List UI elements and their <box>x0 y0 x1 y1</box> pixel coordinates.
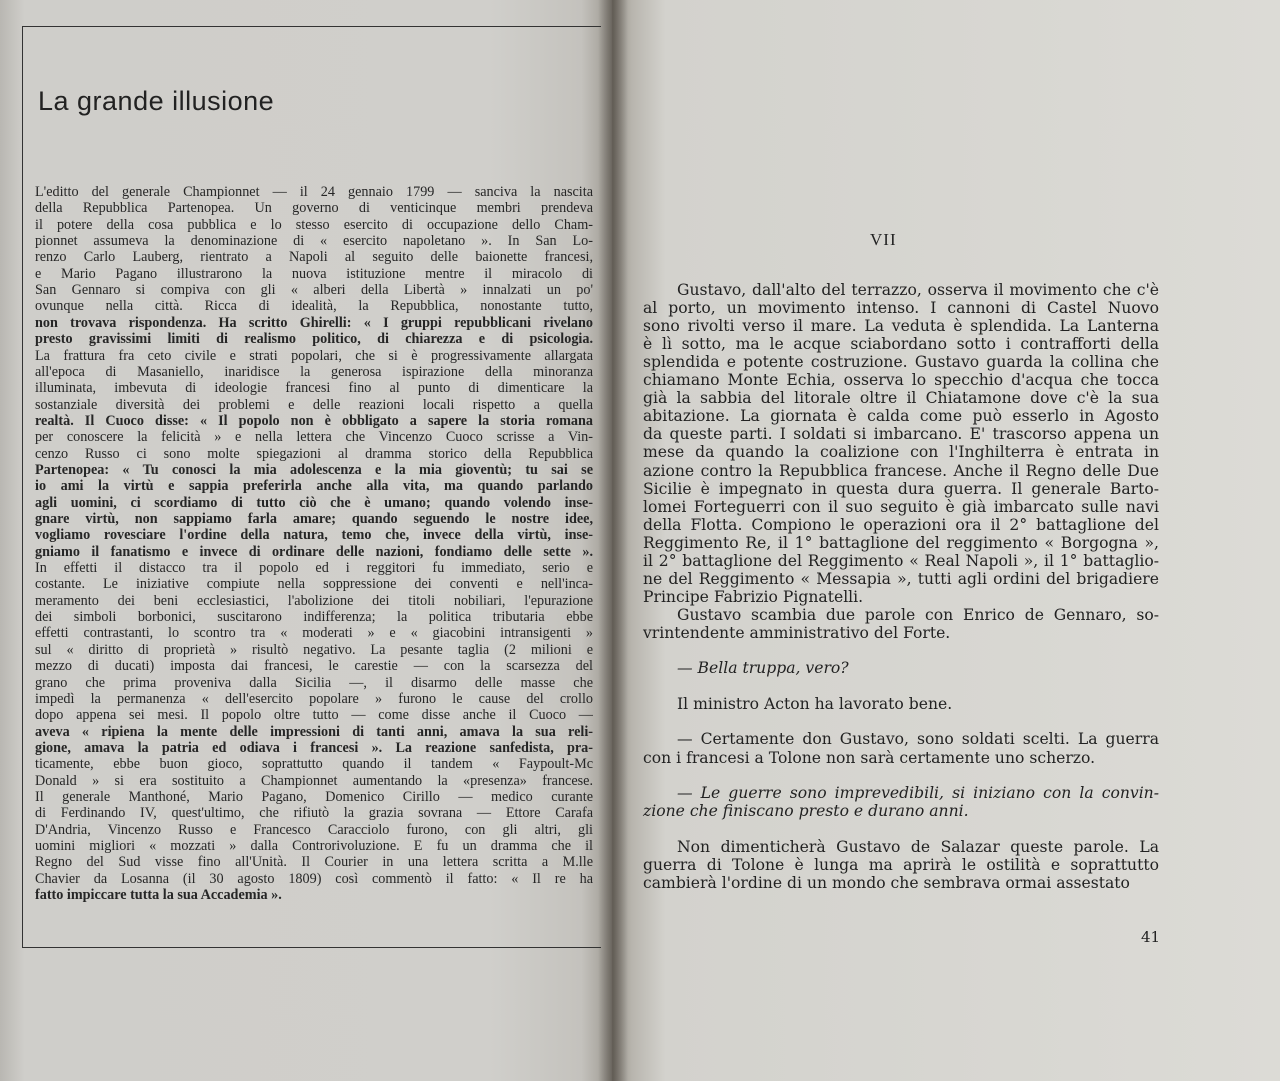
text-line: dopo appena sei mesi. Il popolo oltre tutto — come disse anche il Cuoco — <box>35 707 593 724</box>
text-line: realtà. Il Cuoco disse: « Il popolo non è obbligato a sapere la storia romana <box>35 412 593 429</box>
text-line: Il ministro Acton ha lavorato bene. <box>677 694 953 713</box>
text-line: Sicilie è impegnato in questa dura guerra. Il generale Barto- <box>643 479 1159 498</box>
book-spine-shadow <box>598 0 628 1081</box>
text-line: Donald » si era sostituito a Championnet aumentando la «presenza» francese. <box>35 772 593 789</box>
text-line: Gustavo, dall'alto del terrazzo, osserva il movimento che c'è <box>677 281 1159 299</box>
text-line: il potere della cosa pubblica e lo stesso esercito di occupazione dello Cham- <box>35 216 593 233</box>
text-line: vrintendente amministrativo del Forte. <box>643 623 951 642</box>
text-line: mezzo di ducati) imposta dai francesi, le carestie — con la scarsezza del <box>35 658 593 675</box>
text-line: ticamente, ebbe buon gioco, soprattutto quando il tandem « Faypoult-Mc <box>35 756 593 773</box>
text-line: — Certamente don Gustavo, sono soldati scelti. La guerra <box>677 730 1159 749</box>
text-line: aveva « ripiena la mente delle impressioni di tanti anni, amava la sua reli- <box>35 723 593 740</box>
text-line: di Ferdinando IV, quest'ultimo, che rifiutò la grazia sovrana — Ettore Carafa <box>35 805 593 822</box>
text-line: cambierà l'ordine di un mondo che sembrava ormai assestato <box>643 873 1130 892</box>
text-line: azione contro la Repubblica francese. Anche il Regno delle Due <box>643 461 1159 480</box>
text-line: io ami la virtù e sappia preferirla anche alla vita, ma quando parlando <box>35 478 593 495</box>
text-line: Non dimenticherà Gustavo de Salazar queste parole. La <box>677 837 1159 856</box>
text-line: Partenopea: « Tu conosci la mia adolescenza e la mia gioventù; tu sai se <box>35 461 593 478</box>
text-line: Gustavo scambia due parole con Enrico de Gennaro, so- <box>677 605 1159 624</box>
page-number: 41 <box>1141 928 1161 946</box>
text-line: è lì sotto, ma le acque sciabordano sotto i contrafforti della <box>643 335 1159 354</box>
text-line: sostanziale diversità dei problemi e delle reazioni locali rispetto a quella <box>35 396 593 413</box>
text-line: — Le guerre sono imprevedibili, si iniziano con la convin- <box>677 784 1159 802</box>
text-line: della Repubblica Partenopea. Un governo di venticinque membri prendeva <box>35 200 593 217</box>
text-line: per conoscere la felicità » e nella lettera che Vincenzo Cuoco scrisse a Vin- <box>35 429 593 446</box>
text-line: costante. Le iniziative compiute nella soppressione dei conventi e nell'inca- <box>35 576 593 593</box>
text-line: Il generale Manthoné, Mario Pagano, Domenico Cirillo — medico curante <box>35 788 593 805</box>
text-line: presto gravissimi limiti di realismo politico, di chiarezza e di psicologia. <box>35 331 593 348</box>
text-line: vogliamo rovesciare l'ordine della natura, temo che, invece della virtù, inse- <box>35 527 593 544</box>
text-line: e Mario Pagano illustrarono la nuova istituzione mentre il miracolo di <box>35 265 593 282</box>
text-line: Reggimento Re, il 1° battaglione del reggimento « Borgogna », <box>643 533 1159 552</box>
text-line: abitazione. La giornata è calda come può esserlo in Agosto <box>643 407 1159 426</box>
text-line: illuminata, imbevuta di ideologie francesi fino al punto di dimenticare la <box>35 380 593 397</box>
text-line: pionnet assumeva la denominazione di « esercito napoletano ». In San Lo- <box>35 233 593 250</box>
text-line: grano che prima proveniva dalla Sicilia —, il disarmo delle masse che <box>35 674 593 691</box>
text-line: dei simboli borbonici, suscitarono indifferenza; la politica tributaria ebbe <box>35 609 593 626</box>
text-line: Regno del Sud visse fino all'Unità. Il Courier in una lettera scritta a M.lle <box>35 854 593 871</box>
text-line: con i francesi a Tolone non sarà certamente uno scherzo. <box>643 748 1096 767</box>
text-line: effetti contrastanti, lo scontro tra « moderati » e « giacobini intransigenti » <box>35 625 593 642</box>
text-line: San Gennaro si compiva con gli « alberi della Libertà » innalzati un po' <box>35 282 593 299</box>
text-line: chiamano Monte Echia, osserva lo specchio d'acqua che tocca <box>643 371 1159 390</box>
text-line: Principe Fabrizio Pignatelli. <box>643 587 864 606</box>
text-line: il 2° battaglione del Reggimento « Real Napoli », il 1° battaglio- <box>643 551 1159 570</box>
text-line: ovunque nella città. Ricca di idealità, la Repubblica, nonostante tutto, <box>35 298 593 315</box>
text-line: già la sabbia del litorale oltre il Chiatamone dove c'è la sua <box>643 389 1159 408</box>
text-line: meramento dei beni ecclesiastici, l'abolizione dei titoli nobiliari, l'epurazione <box>35 592 593 609</box>
text-line: lomei Forteguerri con il suo seguito è già imbarcato sulle navi <box>643 497 1159 516</box>
text-line: mese da quando la coalizione con l'Inghilterra è entrata in <box>643 443 1159 462</box>
chapter-number: VII <box>870 230 897 249</box>
text-line: sul « diritto di proprietà » risultò negativo. La pesante taglia (2 milioni e <box>35 641 593 658</box>
text-line: al porto, un movimento intenso. I cannoni di Castel Nuovo <box>643 299 1159 318</box>
text-line: uomini migliori « mozzati » dalla Controrivoluzione. E fu un dramma che il <box>35 838 593 854</box>
text-line: cenzo Russo ci sono molte spiegazioni al dramma storico della Repubblica <box>35 445 593 462</box>
text-line: agli uomini, ci scordiamo di tutto ciò che è umano; quando volendo inse- <box>35 494 593 511</box>
text-line: impedì la permanenza « dell'esercito popolare » furono le cause del crollo <box>35 690 593 707</box>
text-line: guerra di Tolone è lunga ma aprirà le ostilità e soprattutto <box>643 855 1159 874</box>
text-line: fatto impiccare tutta la sua Accademia ». <box>35 887 282 904</box>
text-line: da queste parti. I soldati si imbarcano. E' trascorso appena un <box>643 425 1159 444</box>
text-line: ne del Reggimento « Messapia », tutti agli ordini del brigadiere <box>643 569 1159 588</box>
text-line: Chavier da Losanna (il 30 agosto 1809) così commentò il fatto: « Il re ha <box>35 870 593 887</box>
text-line: non trovava rispondenza. Ha scritto Ghirelli: « I gruppi repubblicani rivelano <box>35 314 593 331</box>
text-line: L'editto del generale Championnet — il 24 gennaio 1799 — sanciva la nascita <box>35 184 593 200</box>
text-line: D'Andria, Vincenzo Russo e Francesco Caracciolo furono, con gli altri, gli <box>35 821 593 838</box>
text-line: In effetti il distacco tra il popolo ed i reggitori fu immediato, serio e <box>35 560 593 577</box>
text-line: zione che finiscano presto e durano anni. <box>643 802 969 821</box>
text-line: gione, amava la patria ed odiava i francesi ». La reazione sanfedista, pra- <box>35 739 593 756</box>
text-line: della Flotta. Compiono le operazioni ora il 2° battaglione del <box>643 515 1159 534</box>
text-line: splendida e potente costruzione. Gustavo guarda la collina che <box>643 353 1159 372</box>
text-line: gniamo il fanatismo e invece di ordinare delle nazioni, fondiamo delle sette ». <box>35 543 593 560</box>
text-line: renzo Carlo Lauberg, rientrato a Napoli al seguito delle baionette francesi, <box>35 249 593 266</box>
text-line: gnare virtù, non sappiamo farla amare; quando seguendo le nostre idee, <box>35 511 593 527</box>
text-line: La frattura fra ceto civile e strati popolari, che si è progressivamente allargata <box>35 347 593 364</box>
text-line: sono rivolti verso il mare. La veduta è splendida. La Lanterna <box>643 317 1159 336</box>
box-title: La grande illusione <box>38 86 275 116</box>
text-line: — Bella truppa, vero? <box>677 659 849 678</box>
text-line: all'epoca di Masaniello, inaridisce la generosa ispirazione della minoranza <box>35 363 593 380</box>
